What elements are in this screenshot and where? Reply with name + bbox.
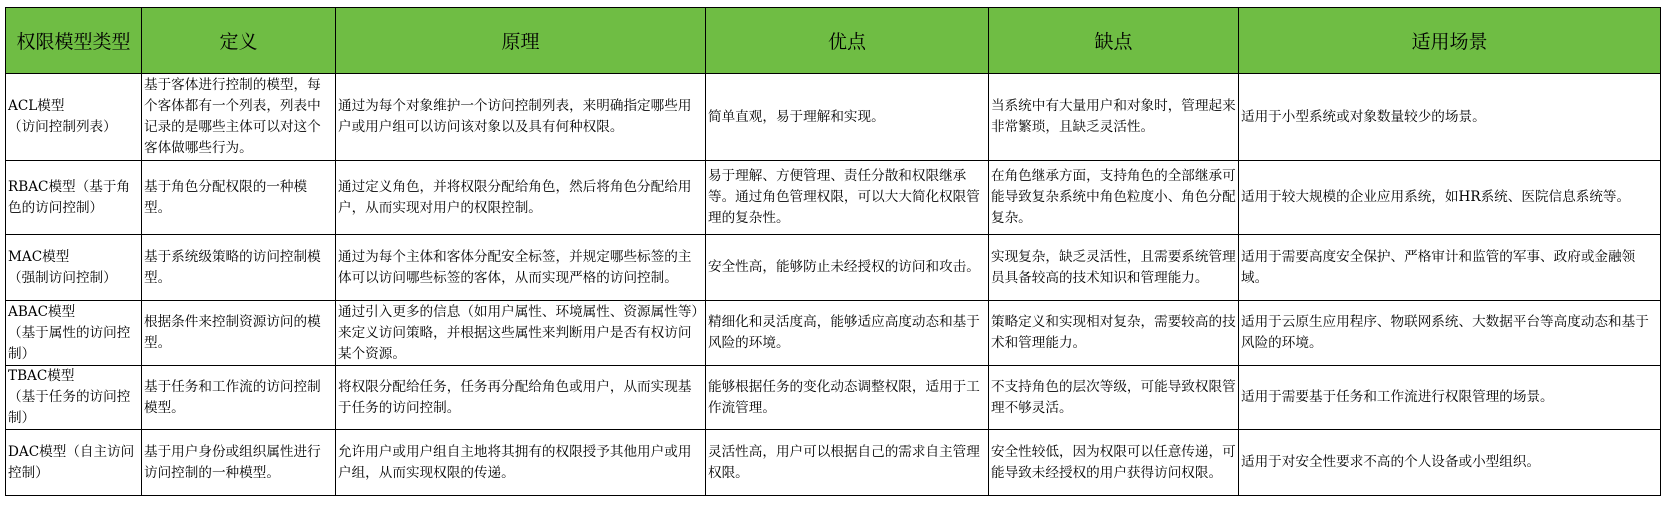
cell-cons: 在角色继承方面，支持角色的全部继承可能导致复杂系统中角色粒度小、角色分配复杂。 xyxy=(989,161,1239,235)
cell-cons: 实现复杂，缺乏灵活性，且需要系统管理员具备较高的技术知识和管理能力。 xyxy=(989,235,1239,301)
header-definition: 定义 xyxy=(142,8,336,74)
cell-principle: 通过定义角色，并将权限分配给角色，然后将角色分配给用户，从而实现对用户的权限控制。 xyxy=(336,161,706,235)
cell-definition: 基于客体进行控制的模型，每个客体都有一个列表，列表中记录的是哪些主体可以对这个客体做哪些行为。 xyxy=(142,74,336,161)
header-model-type: 权限模型类型 xyxy=(6,8,142,74)
table-row xyxy=(6,235,1661,301)
cell-cons: 策略定义和实现相对复杂，需要较高的技术和管理能力。 xyxy=(989,301,1239,366)
cell-model-type: TBAC模型 （基于任务的访问控制） xyxy=(6,366,142,430)
header-scenario: 适用场景 xyxy=(1239,8,1661,74)
cell-definition: 基于用户身份或组织属性进行访问控制的一种模型。 xyxy=(142,430,336,496)
cell-pros: 易于理解、方便管理、责任分散和权限继承等。通过角色管理权限，可以大大简化权限管理的复杂性。 xyxy=(706,161,989,235)
cell-cons: 当系统中有大量用户和对象时，管理起来非常繁琐，且缺乏灵活性。 xyxy=(989,74,1239,161)
header-pros: 优点 xyxy=(706,8,989,74)
header-row xyxy=(6,8,1661,74)
cell-scenario: 适用于需要基于任务和工作流进行权限管理的场景。 xyxy=(1239,366,1661,430)
cell-scenario: 适用于小型系统或对象数量较少的场景。 xyxy=(1239,74,1661,161)
cell-model-type: MAC模型 （强制访问控制） xyxy=(6,235,142,301)
cell-scenario: 适用于较大规模的企业应用系统，如HR系统、医院信息系统等。 xyxy=(1239,161,1661,235)
cell-definition: 基于任务和工作流的访问控制模型。 xyxy=(142,366,336,430)
table-row xyxy=(6,430,1661,496)
table-row xyxy=(6,301,1661,366)
cell-scenario: 适用于云原生应用程序、物联网系统、大数据平台等高度动态和基于风险的环境。 xyxy=(1239,301,1661,366)
cell-cons: 不支持角色的层次等级，可能导致权限管理不够灵活。 xyxy=(989,366,1239,430)
cell-pros: 能够根据任务的变化动态调整权限，适用于工作流管理。 xyxy=(706,366,989,430)
access-control-model-table xyxy=(5,7,1661,496)
cell-model-type: ACL模型 （访问控制列表） xyxy=(6,74,142,161)
cell-definition: 根据条件来控制资源访问的模型。 xyxy=(142,301,336,366)
cell-cons: 安全性较低，因为权限可以任意传递，可能导致未经授权的用户获得访问权限。 xyxy=(989,430,1239,496)
cell-model-type: ABAC模型 （基于属性的访问控制） xyxy=(6,301,142,366)
cell-pros: 安全性高，能够防止未经授权的访问和攻击。 xyxy=(706,235,989,301)
table-row xyxy=(6,366,1661,430)
cell-pros: 精细化和灵活度高，能够适应高度动态和基于风险的环境。 xyxy=(706,301,989,366)
cell-scenario: 适用于对安全性要求不高的个人设备或小型组织。 xyxy=(1239,430,1661,496)
cell-principle: 通过引入更多的信息（如用户属性、环境属性、资源属性等）来定义访问策略，并根据这些属性来判断用户是否有权访问某个资源。 xyxy=(336,301,706,366)
cell-model-type: DAC模型（自主访问控制） xyxy=(6,430,142,496)
cell-scenario: 适用于需要高度安全保护、严格审计和监管的军事、政府或金融领域。 xyxy=(1239,235,1661,301)
cell-pros: 灵活性高，用户可以根据自己的需求自主管理权限。 xyxy=(706,430,989,496)
cell-pros: 简单直观，易于理解和实现。 xyxy=(706,74,989,161)
cell-principle: 允许用户或用户组自主地将其拥有的权限授予其他用户或用户组，从而实现权限的传递。 xyxy=(336,430,706,496)
table-row xyxy=(6,161,1661,235)
header-principle: 原理 xyxy=(336,8,706,74)
table-row xyxy=(6,74,1661,161)
cell-definition: 基于角色分配权限的一种模型。 xyxy=(142,161,336,235)
cell-model-type: RBAC模型（基于角色的访问控制） xyxy=(6,161,142,235)
header-cons: 缺点 xyxy=(989,8,1239,74)
cell-principle: 通过为每个主体和客体分配安全标签，并规定哪些标签的主体可以访问哪些标签的客体，从而实现严格的访问控制。 xyxy=(336,235,706,301)
cell-principle: 将权限分配给任务，任务再分配给角色或用户，从而实现基于任务的访问控制。 xyxy=(336,366,706,430)
cell-definition: 基于系统级策略的访问控制模型。 xyxy=(142,235,336,301)
cell-principle: 通过为每个对象维护一个访问控制列表，来明确指定哪些用户或用户组可以访问该对象以及具有何种权限。 xyxy=(336,74,706,161)
